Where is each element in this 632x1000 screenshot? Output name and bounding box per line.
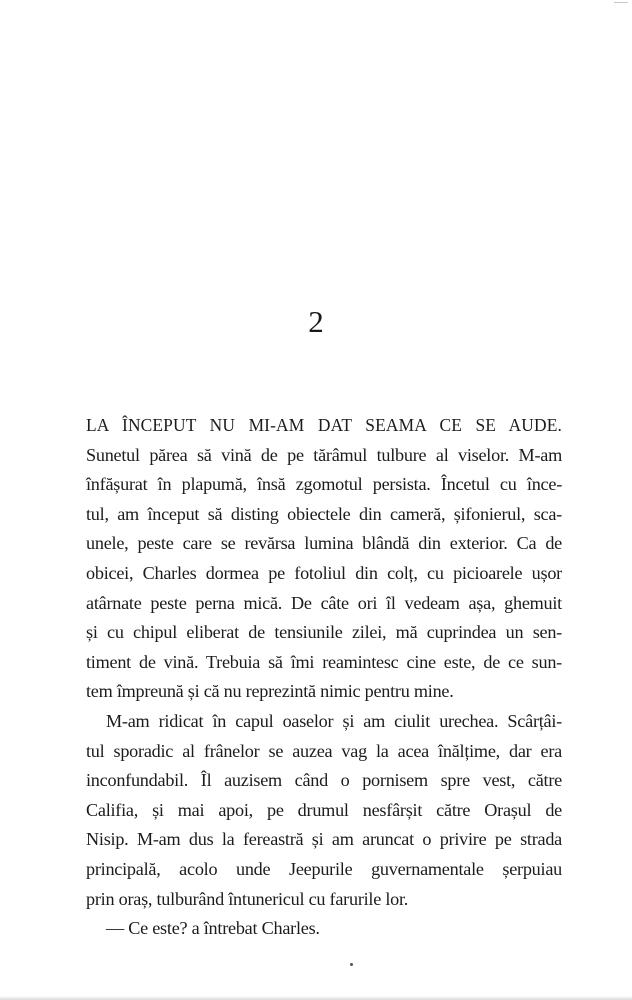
text-line: LA ÎNCEPUT NU MI-AM DAT SEAMA CE SE AUDE. [86, 415, 562, 435]
text-line: unele, peste care se revărsa lumina blândă din exterior. Ca de [86, 533, 562, 554]
text-line: și cu chipul eliberat de tensiunile zilei, mă cuprindea un sen- [86, 622, 562, 643]
text-line: tul sporadic al frânelor se auzea vag la acea înălțime, dar era [86, 740, 562, 761]
text-line: atârnate peste perna mică. De câte ori îl vedeam așa, ghemuit [86, 592, 562, 613]
scan-corner-mark [614, 2, 628, 3]
text-line: Sunetul părea să vină de pe tărâmul tulbure al viselor. M-am [86, 444, 562, 465]
text-line: principală, acolo unde Jeepurile guvernamentale șerpuiau [86, 858, 562, 879]
text-line: prin oraș, tulburând întunericul cu farurile lor. [86, 888, 409, 909]
text-line: timent de vină. Trebuia să îmi reamintesc cine este, de ce sun- [86, 651, 562, 672]
page-mark-dot [350, 963, 353, 966]
text-line: inconfundabil. Îl auzisem când o pornisem spre vest, către [86, 770, 562, 791]
text-line: tem împreună și că nu reprezintă nimic pentru mine. [86, 681, 454, 702]
paragraph-2 [86, 707, 562, 914]
text-line: Califia, și mai apoi, pe drumul nesfârșit către Orașul de [86, 799, 562, 820]
text-line: tul, am început să disting obiectele din cameră, șifonierul, sca- [86, 503, 562, 524]
text-line: M-am ridicat în capul oaselor și am ciulit urechea. Scârțâi- [106, 711, 562, 731]
page-bottom-edge [0, 996, 632, 1000]
text-line: obicei, Charles dormea pe fotoliul din colț, cu picioarele ușor [86, 562, 562, 583]
text-line: Nisip. M-am dus la fereastră și am aruncat o privire pe strada [86, 829, 562, 850]
paragraph-1 [86, 411, 562, 707]
text-line: — Ce este? a întrebat Charles. [106, 918, 320, 938]
paragraph-3-dialogue [86, 914, 562, 944]
text-line: înfășurat în plapumă, însă zgomotul persista. Încetul cu înce- [86, 474, 562, 495]
chapter-number: 2 [308, 304, 324, 339]
